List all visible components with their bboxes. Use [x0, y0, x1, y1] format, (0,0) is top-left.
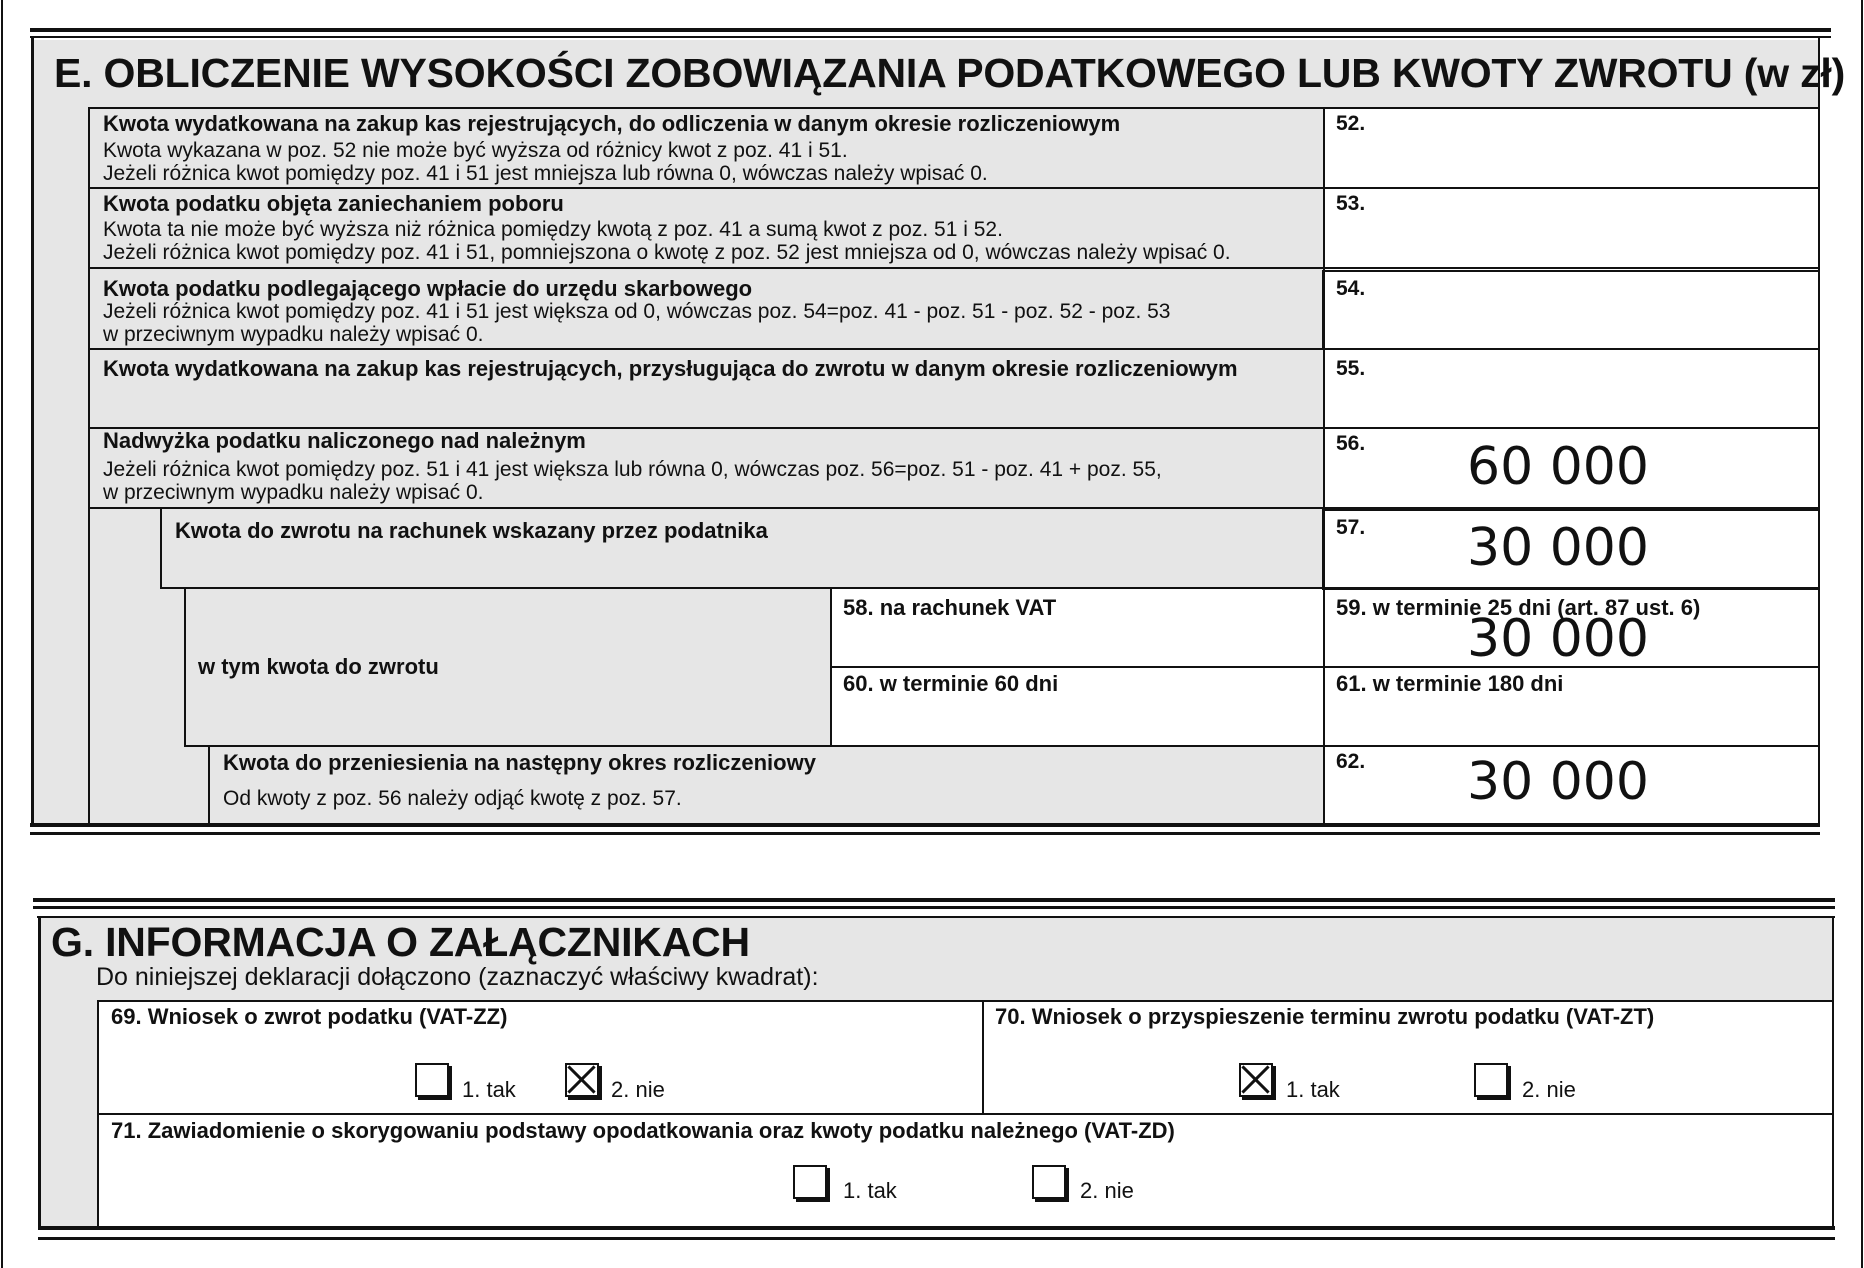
g-row-line-1: [97, 1000, 1833, 1002]
field-53-note-2: Jeżeli różnica kwot pomiędzy poz. 41 i 51, pomniejszona o kwotę z poz. 52 jest mniejsza od 0, wówczas należy wpisać 0.: [103, 241, 1231, 264]
field-56-note-2: w przeciwnym wypadku należy wpisać 0.: [103, 481, 484, 504]
g-top-rule-2: [33, 906, 1835, 909]
field-59-value[interactable]: 30 000: [1467, 609, 1649, 669]
g-top-rule: [33, 898, 1835, 902]
field-53-number: 53.: [1336, 192, 1366, 215]
field-71-label: 71. Zawiadomienie o skorygowaniu podstawy opodatkowania oraz kwoty podatku należnego (VAT-ZD): [111, 1118, 1175, 1143]
row-line-60: [830, 666, 1819, 668]
g-row-line-2: [97, 1113, 1833, 1115]
field-60-label: 60. w terminie 60 dni: [843, 671, 1059, 696]
g-frame-left: [38, 916, 41, 1230]
refund-breakdown-label: w tym kwota do zwrotu: [198, 654, 439, 679]
section-g-title: G. INFORMACJA O ZAŁĄCZNIKACH: [51, 919, 750, 965]
field-53-input[interactable]: [1326, 190, 1816, 266]
page-edge-left: [1, 0, 3, 1268]
field-57-title: Kwota do zwrotu na rachunek wskazany przez podatnika: [175, 518, 768, 543]
field-71-no-label: 2. nie: [1080, 1178, 1134, 1203]
field-56-note-1: Jeżeli różnica kwot pomiędzy poz. 51 i 41 jest większa lub równa 0, wówczas poz. 56=poz. 51 - poz. 41 + poz. 55,: [103, 458, 1162, 481]
field-62-title: Kwota do przeniesienia na następny okres rozliczeniowy: [223, 750, 816, 775]
field-57-number: 57.: [1336, 516, 1366, 539]
field-69-no-checkbox[interactable]: [565, 1063, 599, 1097]
field-54-note-1: Jeżeli różnica kwot pomiędzy poz. 41 i 51 jest większa od 0, wówczas poz. 54=poz. 41 - poz. 51 - poz. 52 - poz. 53: [103, 300, 1171, 323]
g-top-rule-3: [37, 916, 1835, 918]
field-71-no-checkbox[interactable]: [1032, 1165, 1066, 1199]
field-69-no-label: 2. nie: [611, 1077, 665, 1102]
field-71-yes-label: 1. tak: [843, 1178, 897, 1203]
indent-line-62: [208, 746, 210, 825]
field-69-yes-checkbox[interactable]: [415, 1063, 449, 1097]
row-line-62: [184, 745, 1819, 747]
field-70-yes-label: 1. tak: [1286, 1077, 1340, 1102]
field-55-input[interactable]: [1326, 351, 1816, 426]
frame-right: [1818, 38, 1820, 826]
field-62-number: 62.: [1336, 750, 1366, 773]
field-70-no-checkbox[interactable]: [1474, 1063, 1508, 1097]
field-62-note: Od kwoty z poz. 56 należy odjąć kwotę z poz. 57.: [223, 787, 682, 810]
field-70-yes-checkbox[interactable]: [1239, 1063, 1273, 1097]
field-56-title: Nadwyżka podatku naliczonego nad należnym: [103, 428, 586, 453]
indent-line-57: [160, 508, 162, 588]
field-62-value[interactable]: 30 000: [1467, 752, 1649, 812]
field-52-number: 52.: [1336, 112, 1366, 135]
g-bottom-rule: [38, 1226, 1835, 1230]
field-70-label: 70. Wniosek o przyspieszenie terminu zwrotu podatku (VAT-ZT): [995, 1004, 1655, 1029]
page-edge-right: [1861, 0, 1863, 1268]
row-line-52: [88, 107, 1819, 109]
bottom-rule: [30, 823, 1820, 827]
field-71-yes-checkbox[interactable]: [793, 1165, 827, 1199]
field-54-number: 54.: [1336, 277, 1366, 300]
field-59-label: 59. w terminie 25 dni (art. 87 ust. 6): [1336, 595, 1701, 620]
field-53-title: Kwota podatku objęta zaniechaniem poboru: [103, 191, 564, 216]
section-g-subtitle: Do niniejszej deklaracji dołączono (zaznaczyć właściwy kwadrat):: [96, 963, 819, 991]
g-col-divider: [982, 1000, 984, 1114]
section-e-title: E. OBLICZENIE WYSOKOŚCI ZOBOWIĄZANIA PODATKOWEGO LUB KWOTY ZWROTU (w zł): [54, 50, 1846, 96]
field-52-input[interactable]: [1326, 110, 1816, 186]
field-52-note-1: Kwota wykazana w poz. 52 nie może być wyższa od różnicy kwot z poz. 41 i 51.: [103, 139, 848, 162]
field-58-label: 58. na rachunek VAT: [843, 595, 1057, 620]
row-line-53: [88, 187, 1819, 189]
field-57-value[interactable]: 30 000: [1467, 518, 1649, 578]
frame-left: [31, 38, 34, 826]
field-69-yes-label: 1. tak: [462, 1077, 516, 1102]
indent-line-1: [88, 107, 90, 825]
field-69-label: 69. Wniosek o zwrot podatku (VAT-ZZ): [111, 1004, 508, 1029]
field-56-value[interactable]: 60 000: [1467, 437, 1649, 497]
field-54-title: Kwota podatku podlegającego wpłacie do urzędu skarbowego: [103, 276, 753, 301]
top-rule-thin: [30, 36, 1831, 38]
value-divider: [1323, 107, 1325, 825]
field-55-title: Kwota wydatkowana na zakup kas rejestrujących, przysługująca do zwrotu w danym okresie rozliczeniowym: [103, 356, 1238, 381]
field-54-input[interactable]: [1326, 274, 1816, 346]
bottom-rule-2: [30, 832, 1820, 835]
field-52-title: Kwota wydatkowana na zakup kas rejestrujących, do odliczenia w danym okresie rozliczeniowym: [103, 111, 1121, 136]
field-70-no-label: 2. nie: [1522, 1077, 1576, 1102]
field-52-note-2: Jeżeli różnica kwot pomiędzy poz. 41 i 51 jest mniejsza lub równa 0, wówczas należy wpisać 0.: [103, 162, 988, 185]
field-61-label: 61. w terminie 180 dni: [1336, 671, 1564, 696]
top-rule: [30, 28, 1831, 32]
g-frame-right: [1832, 916, 1834, 1230]
field-55-number: 55.: [1336, 357, 1366, 380]
indent-line-sub: [184, 588, 186, 746]
row-line-54: [88, 267, 1819, 269]
g-bottom-rule-2: [38, 1237, 1835, 1240]
field-53-note-1: Kwota ta nie może być wyższa niż różnica pomiędzy kwotą z poz. 41 a sumą kwot z poz. 51 i 52.: [103, 218, 1003, 241]
field-56-number: 56.: [1336, 432, 1366, 455]
field-54-note-2: w przeciwnym wypadku należy wpisać 0.: [103, 323, 484, 346]
